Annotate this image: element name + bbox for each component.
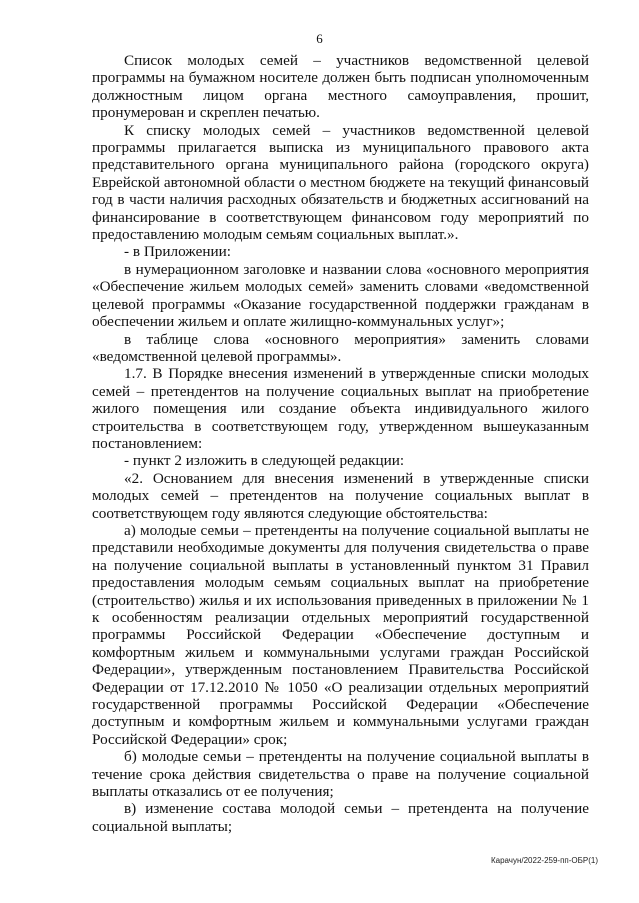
paragraph-list-signing: Список молодых семей – участников ведомственной целевой программы на бумажном носителе должен быть подписан уполномоченным должностным лицом органа местного самоуправления, прошит, пронумерован и скреплен печатью. [92, 52, 589, 122]
paragraph-appendix-heading: - в Приложении: [124, 243, 231, 261]
paragraph-budget-extract: К списку молодых семей – участников ведомственной целевой программы прилагается выписка из муниципального правового акта представительного органа муниципального района (городского округа) Еврейской автономной области о местном бюджете на текущий финансовый год в части наличия расходных обязательств и бюджетных ассигнований на финансирование в соответствующем финансовом году мероприятий по предоставлению молодым семьям социальных выплат.». [92, 121, 589, 244]
paragraph-point-2: «2. Основанием для внесения изменений в утвержденные списки молодых семей – претендентов на получение социальных выплат в соответствующем году являются следующие обстоятельства: [92, 469, 589, 522]
paragraph-point-2-intro: - пункт 2 изложить в следующей редакции: [124, 452, 405, 470]
paragraph-appendix-title-change: в нумерационном заголовке и названии слова «основного мероприятия «Обеспечение жильем молодых семей» заменить словами «ведомственной целевой программы «Оказание государственной поддержки гражданам в обеспечении жильем и оплате жилищно-коммунальных услуг»; [92, 260, 589, 331]
paragraph-table-change: в таблице слова «основного мероприятия» заменить словами «ведомственной целевой программы». [92, 330, 589, 365]
paragraph-item-a: а) молодые семьи – претенденты на получение социальной выплаты не представили необходимые документы для получения свидетельства о праве на получение социальной выплаты в установленный пунктом 31 Правил предоставления молодым семьям социальных выплат на приобретение (строительство) жилья и их использования приведенных в приложении № 1 к особенностям реализации отдельных мероприятий государственной программы Российской Федерации «Обеспечение доступным и комфортным жильем и коммунальными услугами граждан Российской Федерации», утвержденным постановлением Правительства Российской Федерации от 17.12.2010 № 1050 «О реализации отдельных мероприятий государственной программы Российской Федерации «Обеспечение доступным и комфортным жильем и коммунальными услугами граждан Российской Федерации» срок; [92, 521, 589, 748]
footer-document-code: Карачун/2022-259-пп-ОБР(1) [490, 856, 598, 865]
paragraph-item-b: б) молодые семьи – претенденты на получение социальной выплаты в течение срока действия свидетельства о праве на получение социальной выплаты отказались от ее получения; [92, 748, 589, 801]
paragraph-section-1-7: 1.7. В Порядке внесения изменений в утвержденные списки молодых семей – претендентов на получение социальных выплат на приобретение жилого помещения или создание объекта индивидуального жилого строительства в соответствующем году, утвержденном вышеуказанным постановлением: [92, 365, 589, 452]
paragraph-item-v: в) изменение состава молодой семьи – претендента на получение социальной выплаты; [92, 800, 589, 835]
page-number: 6 [316, 31, 323, 46]
document-body [92, 52, 589, 835]
